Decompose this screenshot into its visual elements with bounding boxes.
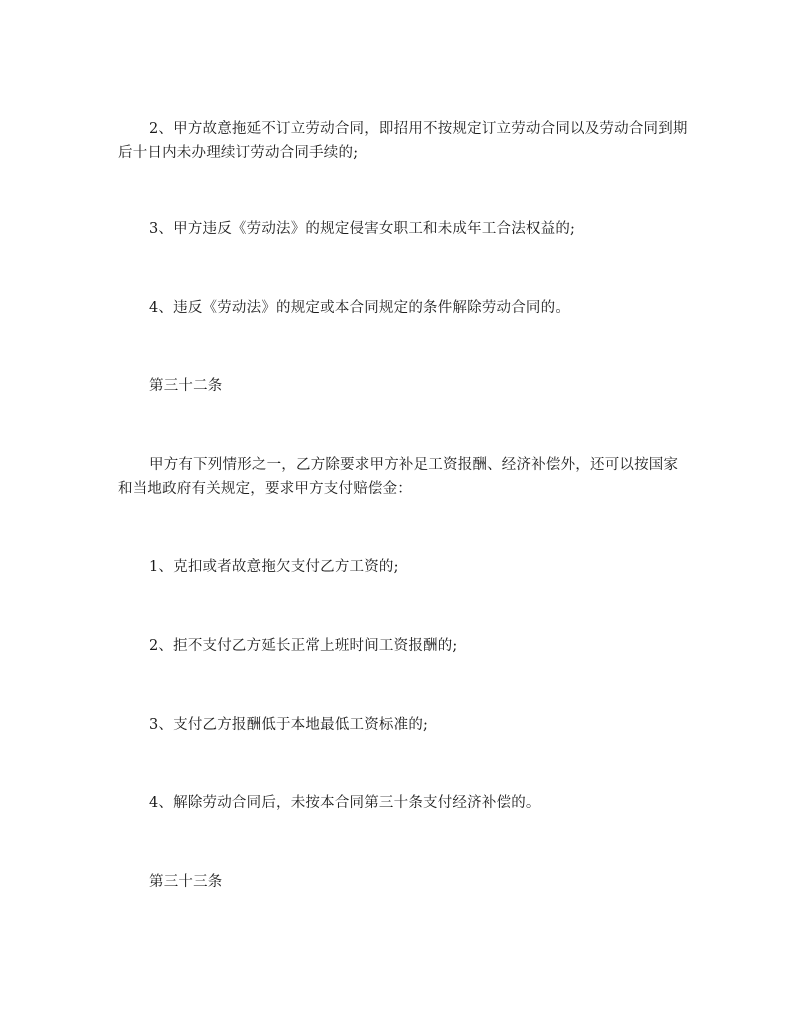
article-32-heading: 第三十二条: [149, 378, 223, 394]
article-32-item-1: 1、克扣或者故意拖欠支付乙方工资的;: [149, 559, 399, 575]
clause-item-4: 4、违反《劳动法》的规定或本合同规定的条件解除劳动合同的。: [149, 300, 571, 316]
article-32-item-4: 4、解除劳动合同后，未按本合同第三十条支付经济补偿的。: [149, 795, 541, 811]
article-32-intro: 甲方有下列情形之一，乙方除要求甲方补足工资报酬、经济补偿外，还可以按国家和当地政府有关规定，要求甲方支付赔偿金：: [118, 457, 679, 497]
clause-item-2: 2、甲方故意拖延不订立劳动合同，即招用不按规定订立劳动合同以及劳动合同到期后十日内未办理续订劳动合同手续的;: [118, 121, 688, 161]
clause-item-3: 3、甲方违反《劳动法》的规定侵害女职工和未成年工合法权益的;: [149, 221, 576, 237]
article-32-item-3: 3、支付乙方报酬低于本地最低工资标准的;: [149, 717, 429, 733]
article-33-heading: 第三十三条: [149, 874, 223, 890]
article-32-item-2: 2、拒不支付乙方延长正常上班时间工资报酬的;: [149, 638, 458, 654]
